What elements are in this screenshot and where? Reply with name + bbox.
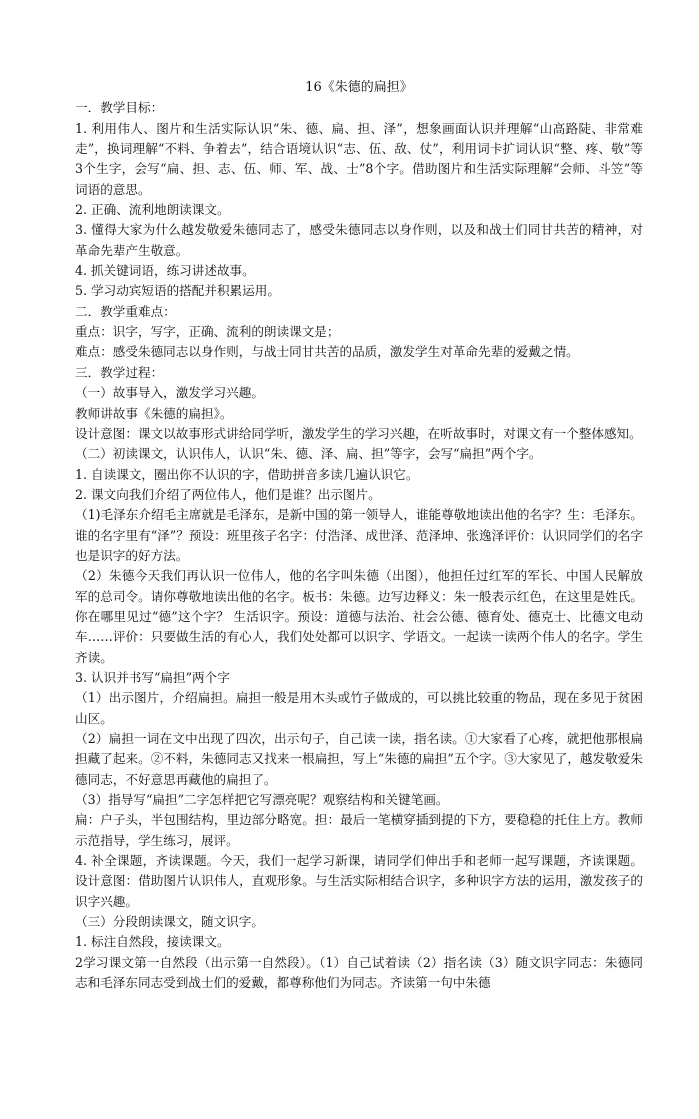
paragraph: （1）出示图片，介绍扁担。扁担一般是用木头或竹子做成的，可以挑比较重的物品，现在多见于贫困山区。: [75, 690, 643, 726]
section-heading-process: 三．教学过程：: [75, 364, 164, 380]
step-heading-3: （三）分段朗读课文，随文识字。: [75, 914, 264, 930]
paragraph: 教师讲故事《朱德的扁担》。: [75, 405, 233, 421]
objective-item-1: 1. 利用伟人、图片和生活实际认识“朱、德、扁、担、泽”，想象画面认识并理解“山高路陡、非常难走”，换词理解“不料、争着去”，结合语境认识“志、伍、敌、仗”，利用词卡扩词认识“整、疼、敬”等3个生字，会写“扁、担、志、伍、师、军、战、士”8个字。借助图片和生活实际理解“会师、斗笠”等词语的意思。: [75, 120, 643, 197]
key-point: 重点：识字，写字，正确、流利的朗读课文是；: [75, 324, 340, 340]
paragraph: （1)毛泽东介绍毛主席就是毛泽东，是新中国的第一领导人，谁能尊敬地读出他的名字？生：毛泽东。谁的名字里有“泽”？预设：班里孩子名字：付浩泽、成世泽、范泽坤、张逸泽评价：认识同学们的名字也是识字的好方法。: [75, 507, 643, 563]
objective-item-3: 3. 懂得大家为什么越发敬爱朱德同志了，感受朱德同志以身作则，以及和战士们同甘共苦的精神，对革命先辈产生敬意。: [75, 222, 643, 258]
section-heading-objectives: 一．教学目标：: [75, 100, 164, 116]
section-heading-key-points: 二．教学重难点：: [75, 303, 176, 319]
objective-item-5: 5. 学习动宾短语的搭配并积累运用。: [75, 283, 280, 299]
paragraph: （3）指导写“扁担”二字怎样把它写漂亮呢？观察结构和关键笔画。: [75, 792, 449, 808]
step-heading-2: （二）初读课文，认识伟人，认识“朱、德、泽、扁、担”等字，会写“扁担”两个字。: [75, 446, 542, 462]
list-item: 2学习课文第一自然段（出示第一自然段）。（1）自己试着读（2）指名读（3）随文识字同志：朱德同志和毛泽东同志受到战士们的爱戴，都尊称他们为同志。齐读第一句中朱德: [75, 954, 643, 991]
list-item: 1. 自读课文，圈出你不认识的字，借助拼音多读几遍认识它。: [75, 466, 419, 482]
page-title: 16《朱德的扁担》: [305, 80, 413, 95]
objective-item-2: 2. 正确、流利地朗读课文。: [75, 202, 230, 218]
objective-item-4: 4. 抓关键词语，练习讲述故事。: [75, 263, 255, 279]
paragraph: （2）朱德今天我们再认识一位伟人，他的名字叫朱德（出图），他担任过红军的军长、中国人民解放军的总司令。请你尊敬地读出他的名字。板书：朱德。边写边释义：朱一般表示红色，在这里是姓氏。你在哪里见过“德”这个字？ 生活识字。预设：道德与法治、社会公德、德育处、德克士、比德文电动车……评价：只要做生活的有心人，我们处处都可以识字、学语文。一起读一读两个伟人的名字。学生齐读。: [75, 568, 643, 665]
paragraph: （2）扁担一词在文中出现了四次，出示句子，自己读一读，指名读。①大家看了心疼，就把他那根扁担藏了起来。②不料，朱德同志又找来一根扁担，写上“朱德的扁担”五个字。③大家见了，越发敬爱朱德同志，不好意思再藏他的扁担了。: [75, 731, 643, 787]
step-heading-1: （一）故事导入，激发学习兴趣。: [75, 385, 264, 401]
difficult-point: 难点：感受朱德同志以身作则，与战士同甘共苦的品质，激发学生对革命先辈的爱戴之情。: [75, 344, 579, 360]
list-item: 3. 认识并书写“扁担”两个字: [75, 669, 230, 685]
list-item: 4. 补全课题，齐读课题。今天，我们一起学习新课，请同学们伸出手和老师一起写课题，齐读课题。设计意图：借助图片认识伟人，直观形象。与生活实际相结合识字，多种识字方法的运用，激发孩子的识字兴趣。: [75, 853, 643, 909]
list-item: 1. 标注自然段，接读课文。: [75, 934, 230, 950]
paragraph: 扁：户子头，半包围结构，里边部分略宽。担：最后一笔横穿插到提的下方，要稳稳的托住上方。教师示范指导，学生练习，展评。: [75, 812, 643, 848]
design-intent: 设计意图：课文以故事形式讲给同学听，激发学生的学习兴趣，在听故事时，对课文有一个整体感知。: [75, 425, 642, 441]
list-item: 2. 课文向我们介绍了两位伟人，他们是谁？出示图片。: [75, 486, 381, 502]
